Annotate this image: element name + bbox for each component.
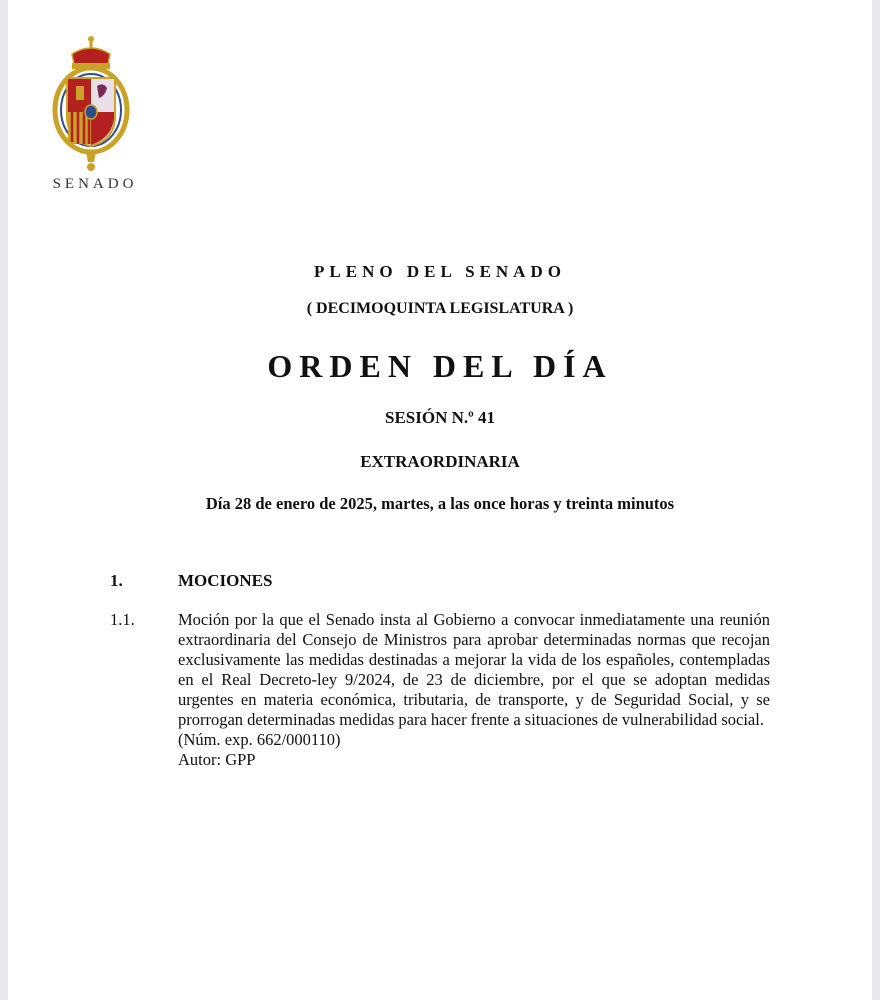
document-page <box>8 0 872 1000</box>
item-text: Moción por la que el Senado insta al Gobierno a convocar inmediatamente una reunión extraordinaria del Consejo de Ministros para aprobar determinadas normas que recojan exclusivamente las medidas destinadas a mejorar la vida de los españoles, contempladas en el Real Decreto-ley 9/2024, de 23 de diciembre, por el que se adoptan medidas urgentes en materia económica, tributaria, de transporte, y de Seguridad Social, y se prorrogan determinadas medidas para hacer frente a situaciones de vulnerabilidad social. <box>178 610 770 729</box>
section-title: MOCIONES <box>178 571 273 590</box>
chamber-heading: PLENO DEL SENADO <box>314 262 566 281</box>
logo-label: SENADO <box>52 176 138 192</box>
senado-logo <box>36 34 156 194</box>
session-type: EXTRAORDINARIA <box>360 452 520 471</box>
item-number: 1.1. <box>110 610 135 629</box>
section-number: 1. <box>110 571 123 590</box>
session-date: Día 28 de enero de 2025, martes, a las once horas y treinta minutos <box>205 494 675 513</box>
page-title: ORDEN DEL DÍA <box>267 348 613 384</box>
coat-of-arms-icon <box>50 34 132 174</box>
session-number: SESIÓN N.º 41 <box>384 408 495 427</box>
file-number: (Núm. exp. 662/000110) <box>178 730 341 749</box>
item-body <box>178 610 770 770</box>
legislature-heading: ( DECIMOQUINTA LEGISLATURA ) <box>306 300 574 317</box>
item-author: Autor: GPP <box>178 750 256 769</box>
